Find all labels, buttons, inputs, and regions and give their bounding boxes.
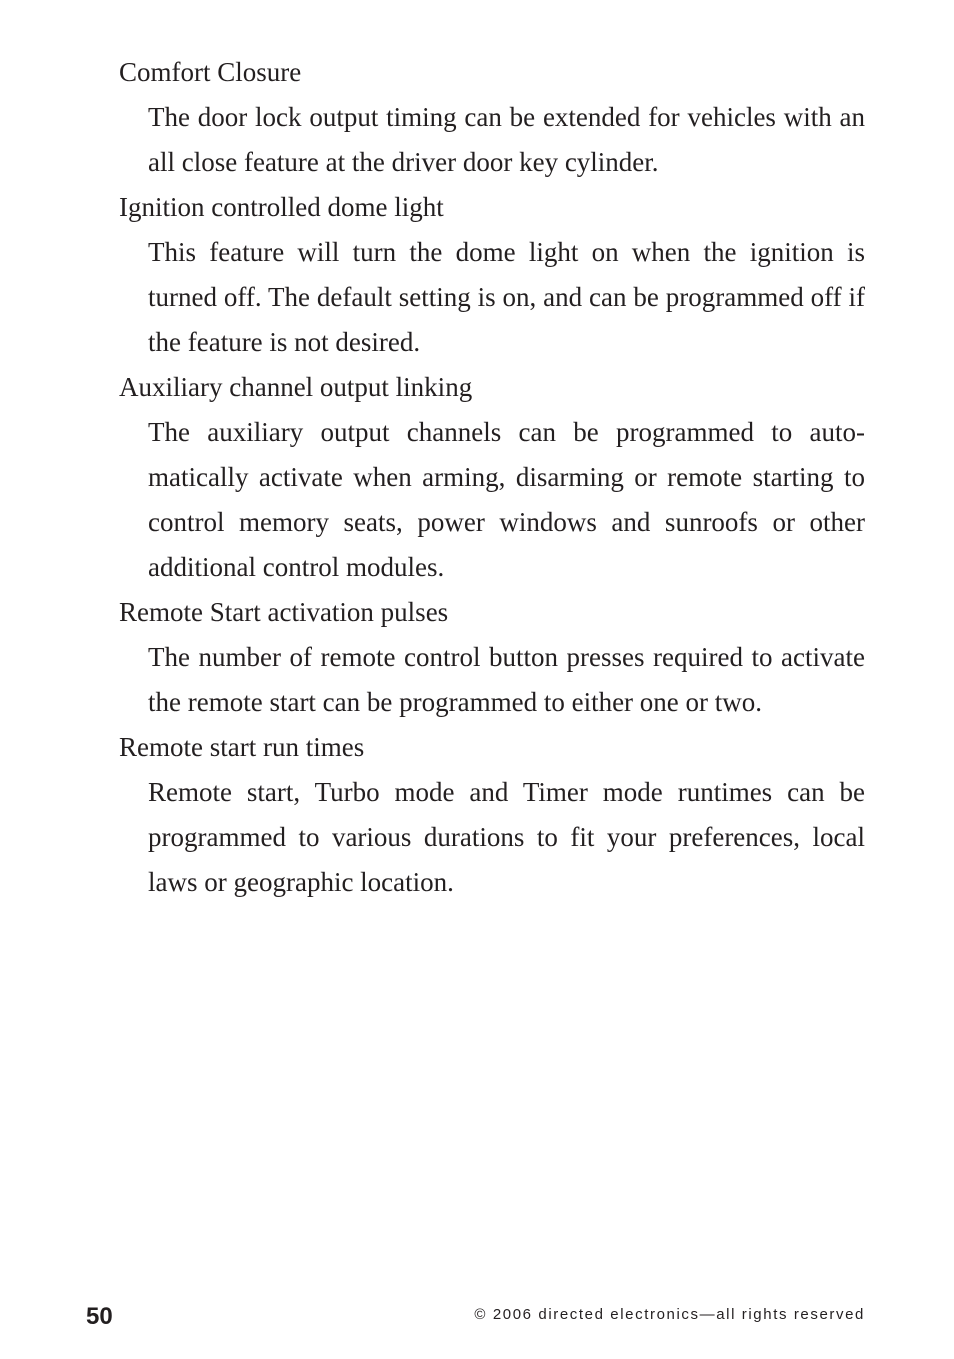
section-heading-run-times: Remote start run times — [119, 732, 365, 762]
section-body-run-times: Remote start, Turbo mode and Timer mode runtimes can be programmed to various durations to fit your preferences, local laws or geographic location. — [148, 777, 865, 897]
section-body-activation-pulses: The number of remote control button presses required to activate the remote start can be programmed to either one or two. — [148, 642, 865, 717]
section-heading-aux-linking: Auxiliary channel output linking — [119, 372, 473, 402]
section-body-comfort-closure: The door lock output timing can be extended for vehicles with an all close feature at the driver door key cylinder. — [148, 102, 865, 177]
section-heading-activation-pulses: Remote Start activation pulses — [119, 597, 449, 627]
copyright-notice: © 2006 directed electronics—all rights reserved — [474, 1306, 865, 1323]
section-body-dome-light: This feature will turn the dome light on when the ignition is turned off. The default setting is on, and can be programmed off if the feature is not desired. — [148, 237, 865, 357]
section-heading-dome-light: Ignition controlled dome light — [119, 192, 444, 222]
page-content — [119, 50, 865, 905]
page-number: 50 — [86, 1303, 113, 1330]
section-body-aux-linking: The auxiliary output channels can be programmed to automatically activate when arming, disarming or remote starting to control memory seats, power windows and sunroofs or other additional control modules. — [148, 417, 865, 582]
section-heading-comfort-closure: Comfort Closure — [119, 57, 302, 87]
